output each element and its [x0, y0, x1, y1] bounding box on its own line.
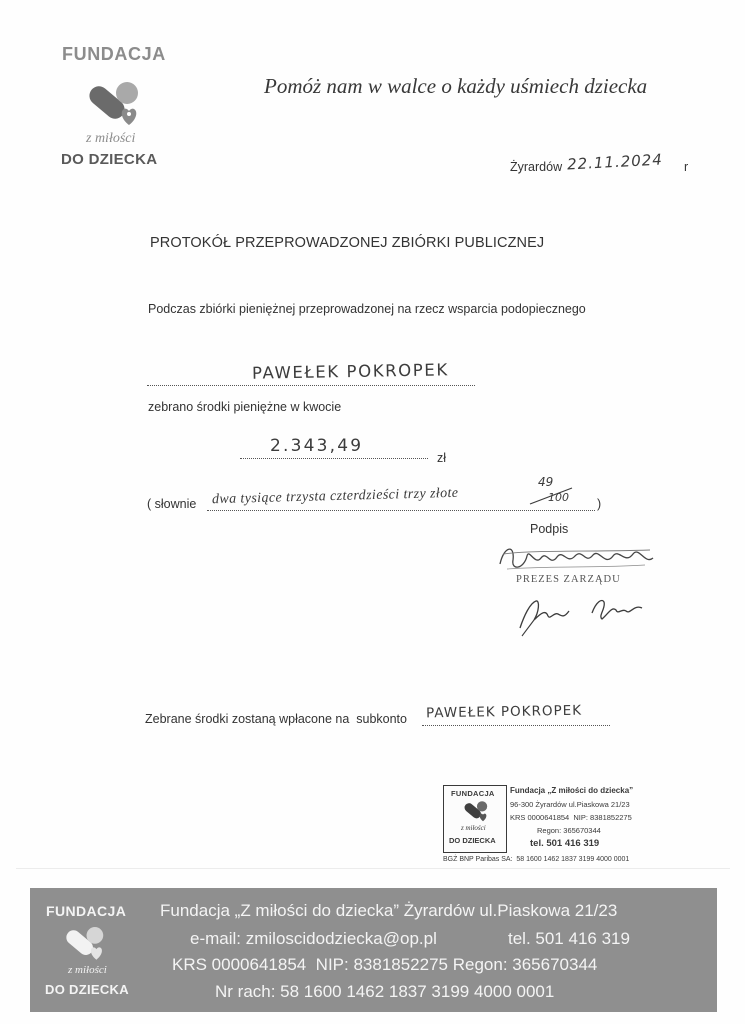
stamp-logo-box	[443, 785, 507, 853]
footer-logo-script: z miłości	[68, 964, 107, 976]
in-words-close: )	[597, 497, 602, 511]
stamp-logo-title: FUNDACJA	[451, 789, 495, 798]
footer-phone: tel. 501 416 319	[508, 929, 630, 948]
amount-currency: zł	[437, 451, 447, 465]
footer-registry: KRS 0000641854 NIP: 8381852275 Regon: 365670344	[172, 955, 598, 974]
amount-handwritten: 2.343,49	[270, 436, 364, 456]
in-words-label: ( słownie	[147, 497, 197, 511]
in-words-handwritten: dwa tysiące trzysta czterdzieści trzy złote	[211, 485, 459, 508]
date-handwritten: 22.11.2024	[566, 150, 664, 174]
footer-logo-title: FUNDACJA	[46, 903, 127, 919]
subaccount-label: Zebrane środki zostaną wpłacone na subkonto	[145, 712, 407, 726]
footer-email: e-mail: zmiloscidodziecka@op.pl	[190, 929, 437, 948]
footer-bank-account: Nr rach: 58 1600 1462 1837 3199 4000 0001	[215, 982, 555, 1001]
footer-band	[30, 888, 717, 1012]
name-stamp-signature	[495, 540, 660, 576]
date-place: Żyrardów	[510, 160, 563, 174]
tagline: Pomóż nam w walce o każdy uśmiech dziecka	[264, 74, 648, 98]
subaccount-dotted-line	[422, 725, 610, 726]
footer-logo-subtitle: DO DZIECKA	[45, 982, 129, 997]
logo-subtitle: DO DZIECKA	[61, 151, 158, 168]
footer-address: Fundacja „Z miłości do dziecka” Żyrardów ul.Piaskowa 21/23	[160, 901, 618, 920]
foundation-heart-icon	[84, 78, 144, 128]
in-words-dotted-line	[207, 510, 595, 511]
stamp-address: 96-300 Żyrardów ul.Piaskowa 21/23	[510, 800, 630, 809]
stamp-phone: tel. 501 416 319	[530, 838, 600, 849]
footer-heart-icon	[62, 924, 108, 962]
stamp-logo-script: z miłości	[461, 824, 486, 832]
stamp-bank-account: BGŻ BNP Paribas SA: 58 1600 1462 1837 3199 4000 0001	[443, 856, 630, 863]
handwritten-signature	[512, 592, 652, 638]
subaccount-handwritten: PAWEŁEK POKROPEK	[425, 702, 583, 722]
signature-role: PREZES ZARZĄDU	[516, 574, 621, 585]
stamp-logo-subtitle: DO DZIECKA	[449, 836, 496, 845]
stamp-name: Fundacja „Z miłości do dziecka”	[510, 786, 634, 795]
logo-title: FUNDACJA	[62, 44, 166, 64]
fraction-numerator: 49	[538, 475, 554, 489]
logo-script: z miłości	[86, 131, 136, 146]
signature-label: Podpis	[530, 522, 569, 536]
date-suffix: r	[684, 160, 689, 174]
amount-dotted-line	[240, 458, 428, 459]
scan-divider	[16, 868, 730, 869]
stamp-heart-icon	[462, 799, 490, 823]
beneficiary-handwritten: PAWEŁEK POKROPEK	[251, 360, 449, 383]
stamp-registry: KRS 0000641854 NIP: 8381852275	[510, 813, 632, 822]
document-title: PROTOKÓŁ PRZEPROWADZONEJ ZBIÓRKI PUBLICZNEJ	[150, 235, 545, 251]
beneficiary-dotted-line	[147, 385, 475, 386]
fraction-denominator: 100	[548, 491, 569, 504]
amount-label: zebrano środki pieniężne w kwocie	[148, 400, 342, 414]
intro-text: Podczas zbiórki pieniężnej przeprowadzonej na rzecz wsparcia podopiecznego	[148, 302, 586, 316]
stamp-regon: Regon: 365670344	[537, 826, 601, 835]
